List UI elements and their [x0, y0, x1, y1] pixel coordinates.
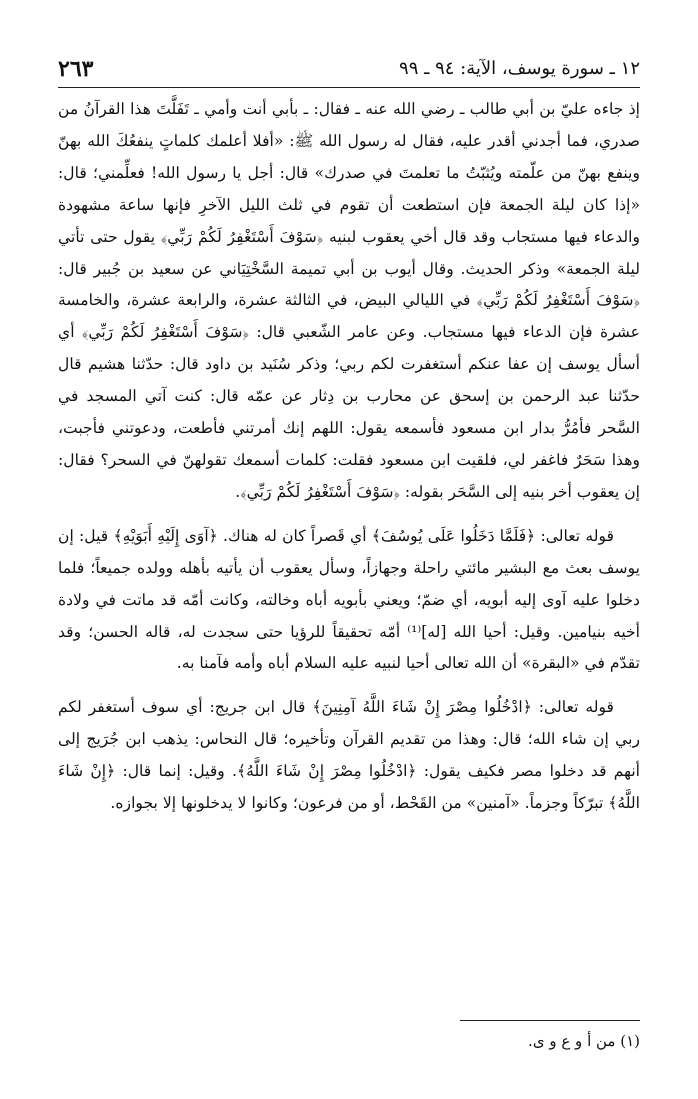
paragraph-verse-entered-upon-yusuf: قوله تعالى: ﴿فَلَمَّا دَخَلُوا عَلَى يُوسُفَ﴾ أي قَصراً كان له هناك. ﴿آوَى إِلَيْهِ أَبَوَيْهِ﴾ قيل: إن يوسف بعث مع البشير مائتي راحلة وجهازاً، وسأل يعقوب أن يأتيه بأهله وولده جميعاً؛ فلما دخلوا عليه آوى إليه أبويه، أي ضمّ؛ ويعني بأبويه أباه وخالته، وكانت أمّه قد ماتت في ولادة أخيه بنيامين. وقيل: أحيا الله [له]⁽¹⁾ أمّه تحقيقاً للرؤيا حتى سجدت له، قاله الحسن؛ وقد تقدّم في «البقرة» أن الله تعالى أحيا لنبيه عليه السلام أباه وأمه فآمنا به. — [58, 526, 640, 673]
running-header — [58, 56, 640, 86]
paragraph-gap — [58, 509, 640, 521]
footnote: (١) من أ و ع و ى. — [528, 1032, 640, 1050]
header-divider — [58, 87, 640, 88]
paragraph-verse-enter-egypt: قوله تعالى: ﴿ادْخُلُوا مِصْرَ إِنْ شَاءَ اللَّهُ آمِنِينَ﴾ قال ابن جريج: أي سوف أستغفر لكم ربي إن شاء الله؛ قال: وهذا من تقديم القرآن وتأخيره؛ قال النحاس: يذهب ابن جُرَيج إلى أنهم قد دخلوا مصر فكيف يقول: ﴿ادْخُلُوا مِصْرَ إِنْ شَاءَ اللَّهُ﴾. وقيل: إنما قال: ﴿إِنْ شَاءَ اللَّهُ﴾ تبرّكاً وجزماً. «آمنين» من القَحْط، أو من فرعون؛ وكانوا لا يدخلونها إلا بجوازه. — [58, 698, 640, 813]
footnote-divider — [460, 1020, 640, 1021]
page-body — [58, 94, 640, 1024]
running-title: ١٢ ـ سورة يوسف، الآية: ٩٤ ـ ٩٩ — [399, 58, 640, 79]
paragraph-continued: إذ جاءه عليّ بن أبي طالب ـ رضي الله عنه ـ فقال: ـ بأبي أنت وأمي ـ تَفَلَّتَ هذا القرآنُ من صدري، فما أجدني أقدر عليه، فقال له رسول الله ﷺ: «أفلا أعلمك كلماتٍ ينفعُكَ الله بهنّ وينفع بهنّ من علّمته ويُثبّتُ ما تعلمتَ في صدرك» قال: أجل يا رسول الله! فعلِّمني؛ قال: «إذا كان ليلة الجمعة فإن استطعت أن تقوم في ثلث الليل الآخرِ فإنها ساعة مشهودة والدعاء فيها مستجاب وقد قال أخي يعقوب لبنيه ﴿سَوْفَ أَسْتَغْفِرُ لَكُمْ رَبِّي﴾ يقول حتى تأتي ليلة الجمعة» وذكر الحديث. وقال أيوب بن أبي تميمة السَّخْتِيَاني عن سعيد بن جُبير قال: ﴿سَوْفَ أَسْتَغْفِرُ لَكُمْ رَبِّي﴾ في الليالي البيض، في الثالثة عشرة، والرابعة عشرة، والخامسة عشرة فإن الدعاء فيها مستجاب. وعن عامر الشّعبي قال: ﴿سَوْفَ أَسْتَغْفِرُ لَكُمْ رَبِّي﴾ أي أسأل يوسف إن عفا عنكم أستغفرت لكم ربي؛ وذكر سُنَيد بن داود قال: حدّثنا هشيم قال حدّثنا عبد الرحمن بن إسحق عن محارب بن دِثار عن عمّه قال: كنت آتي المسجد في السَّحر فأمُرُّ بدار ابن مسعود فأسمعه يقول: اللهم إنك أمرتني فأطعت، ودعوتني فأجبت، وهذا سَحَرٌ فاغفر لي، فلقيت ابن مسعود فقلت: كلمات أسمعك تقولهنّ في السحر؟ فقال: إن يعقوب أخر بنيه إلى السَّحَر بقوله: ﴿سَوْفَ أَسْتَغْفِرُ لَكُمْ رَبِّي﴾. — [58, 100, 640, 501]
paragraph-gap — [58, 680, 640, 692]
page-number: ٢٦٣ — [58, 56, 94, 82]
